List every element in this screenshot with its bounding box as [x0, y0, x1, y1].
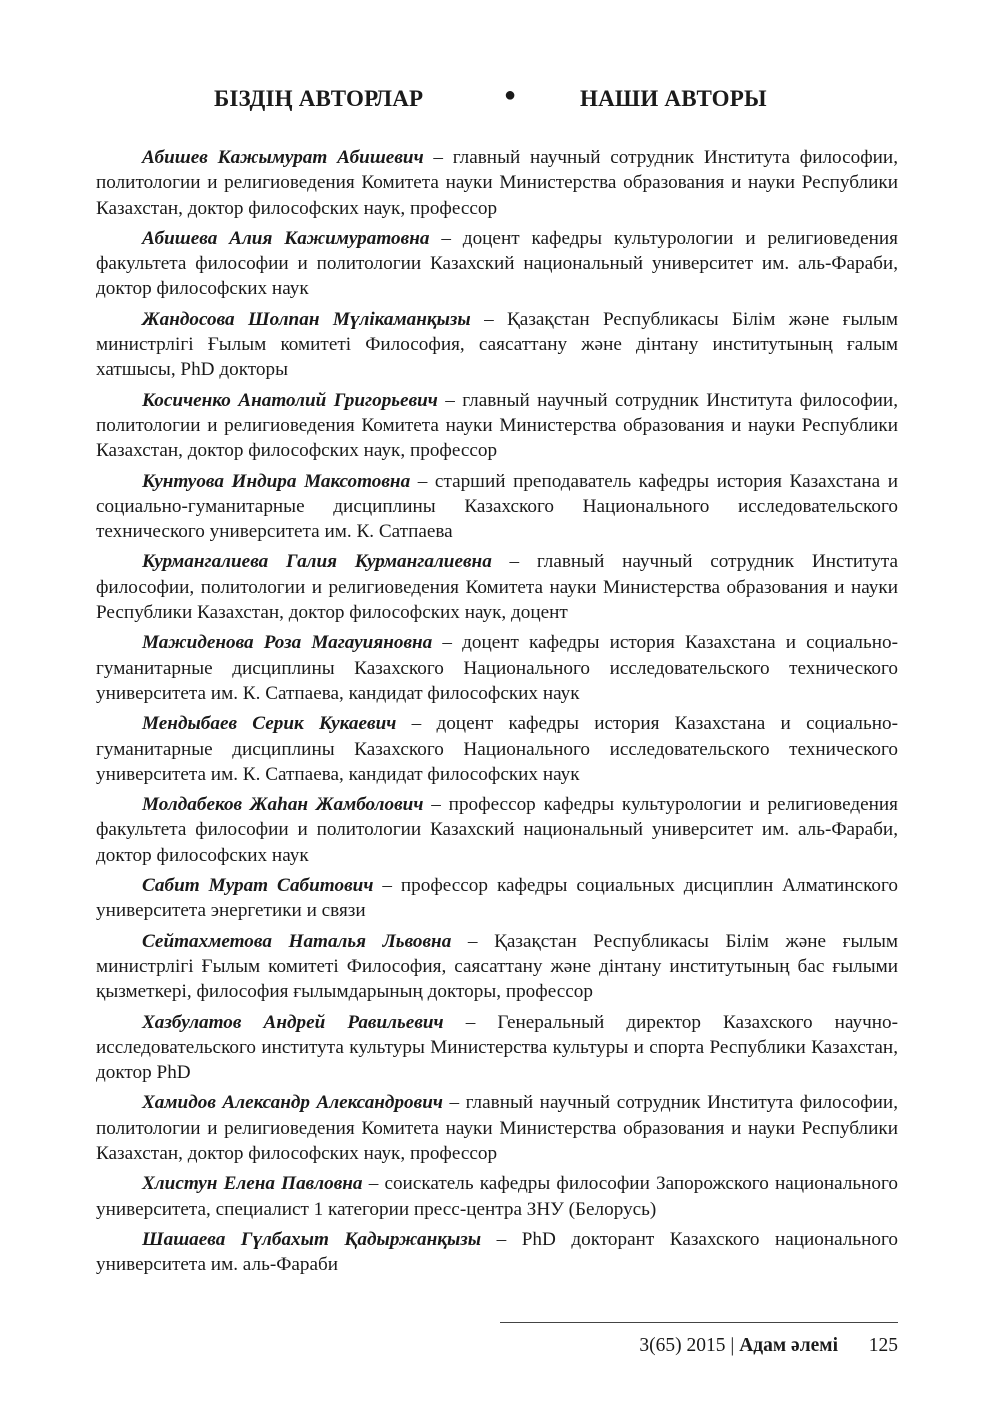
- author-entry: [96, 307, 898, 383]
- author-entry: [96, 388, 898, 464]
- author-description: – соискатель кафедры философии Запорожского национального университета, специалист 1 категории пресс-центра ЗНУ (Белорусь): [96, 1173, 898, 1220]
- footer-divider: [500, 1322, 898, 1323]
- author-name: Шашаева Гүлбахыт Қадыржанқызы: [142, 1228, 482, 1250]
- author-name: Мендыбаев Серик Кукаевич: [142, 713, 397, 735]
- journal-title: Адам әлемі: [739, 1335, 838, 1356]
- author-entry: [96, 145, 898, 221]
- issue-number: 3(65) 2015 |: [639, 1335, 740, 1356]
- author-name: Мажиденова Роза Магауияновна: [142, 632, 433, 654]
- author-description: – Қазақстан Республикасы Білім және ғылым министрлігі Ғылым комитеті Философия, саясаттану және дінтану институтының ғалым хатшысы, PhD докторы: [96, 308, 898, 381]
- author-description: – главный научный сотрудник Института философии, политологии и религиоведения Комитета науки Министерства образования и науки Республики Казахстан, доктор философских наук, доцент: [96, 551, 899, 624]
- author-description: – доцент кафедры история Казахстана и социально-гуманитарные дисциплины Казахского Национального исследовательского технического университета им. К. Сатпаева, кандидат философских наук: [96, 632, 899, 704]
- author-entry: [96, 1010, 898, 1086]
- author-name: Курмангалиева Галия Курмангалиевна: [142, 551, 492, 573]
- author-description: – Генеральный директор Казахского научно-исследовательского института культуры Министерства культуры и спорта Республики Казахстан, доктор PhD: [96, 1011, 898, 1084]
- author-entry: [96, 792, 898, 868]
- author-entry: [96, 711, 898, 787]
- author-name: Хамидов Александр Александрович: [142, 1092, 443, 1114]
- author-name: Сабит Мурат Сабитович: [142, 875, 374, 897]
- author-name: Косиченко Анатолий Григорьевич: [142, 389, 438, 411]
- author-list: [96, 145, 898, 1282]
- header-title-russian: НАШИ АВТОРЫ: [580, 86, 767, 111]
- author-description: – профессор кафедры культурологии и религиоведения факультета философии и политологии Казахский национальный университет им. аль-Фараби, доктор философских наук: [96, 794, 898, 866]
- footer-issue: [639, 1335, 838, 1357]
- author-name: Абишев Кажымурат Абишевич: [142, 147, 424, 168]
- author-entry: [96, 630, 898, 706]
- author-entry: [96, 549, 898, 625]
- header-bullet-icon: ●: [504, 84, 517, 106]
- page-footer: [500, 1335, 898, 1363]
- author-description: – доцент кафедры культурологии и религиоведения факультета философии и политологии Казахский национальный университет им. аль-Фараби, доктор философских наук: [96, 227, 898, 300]
- author-name: Кунтуова Индира Максотовна: [142, 470, 411, 492]
- author-entry: [96, 873, 898, 924]
- author-description: – главный научный сотрудник Института философии, политологии и религиоведения Комитета науки Министерства образования и науки Республики Казахстан, доктор философских наук, профессор: [96, 389, 898, 462]
- author-description: – PhD докторант Казахского национального университета им. аль-Фараби: [96, 1228, 898, 1276]
- author-description: – главный научный сотрудник Института философии, политологии и религиоведения Комитета науки Министерства образования и науки Республики Казахстан, доктор философских наук, профессор: [96, 1092, 898, 1164]
- page-header: [100, 86, 898, 122]
- author-description: – Қазақстан Республикасы Білім және ғылым министрлігі Ғылым комитеті Философия, саясаттану және дінтану институтының бас ғылыми қызметкері, философия ғылымдарының докторы, профессор: [96, 930, 898, 1003]
- author-entry: [96, 226, 898, 302]
- author-description: – доцент кафедры история Казахстана и социально-гуманитарные дисциплины Казахского Национального исследовательского технического университета им. К. Сатпаева, кандидат философских наук: [96, 713, 898, 785]
- author-entry: [96, 929, 898, 1005]
- author-name: Хлистун Елена Павловна: [142, 1173, 363, 1195]
- author-description: – старший преподаватель кафедры история Казахстана и социально-гуманитарные дисциплины Казахского Национального исследовательского технического университета им. К. Сатпаева: [96, 470, 899, 543]
- author-name: Молдабеков Жаһан Жамболович: [142, 794, 424, 816]
- author-description: – профессор кафедры социальных дисциплин Алматинского университета энергетики и связи: [96, 875, 898, 922]
- author-name: Сейтахметова Наталья Львовна: [142, 930, 452, 952]
- author-entry: [96, 1227, 898, 1278]
- author-entry: [96, 1090, 898, 1166]
- page-number: 125: [868, 1335, 898, 1356]
- author-name: Жандосова Шолпан Мүлікаманқызы: [142, 308, 471, 330]
- author-name: Хазбулатов Андрей Равильевич: [142, 1011, 444, 1033]
- author-entry: [96, 1171, 898, 1222]
- author-entry: [96, 469, 898, 545]
- header-title-kazakh: БІЗДІҢ АВТОРЛАР: [214, 86, 424, 111]
- author-name: Абишева Алия Кажимуратовна: [142, 227, 430, 249]
- author-description: – главный научный сотрудник Института философии, политологии и религиоведения Комитета науки Министерства образования и науки Республики Казахстан, доктор философских наук, профессор: [96, 147, 898, 219]
